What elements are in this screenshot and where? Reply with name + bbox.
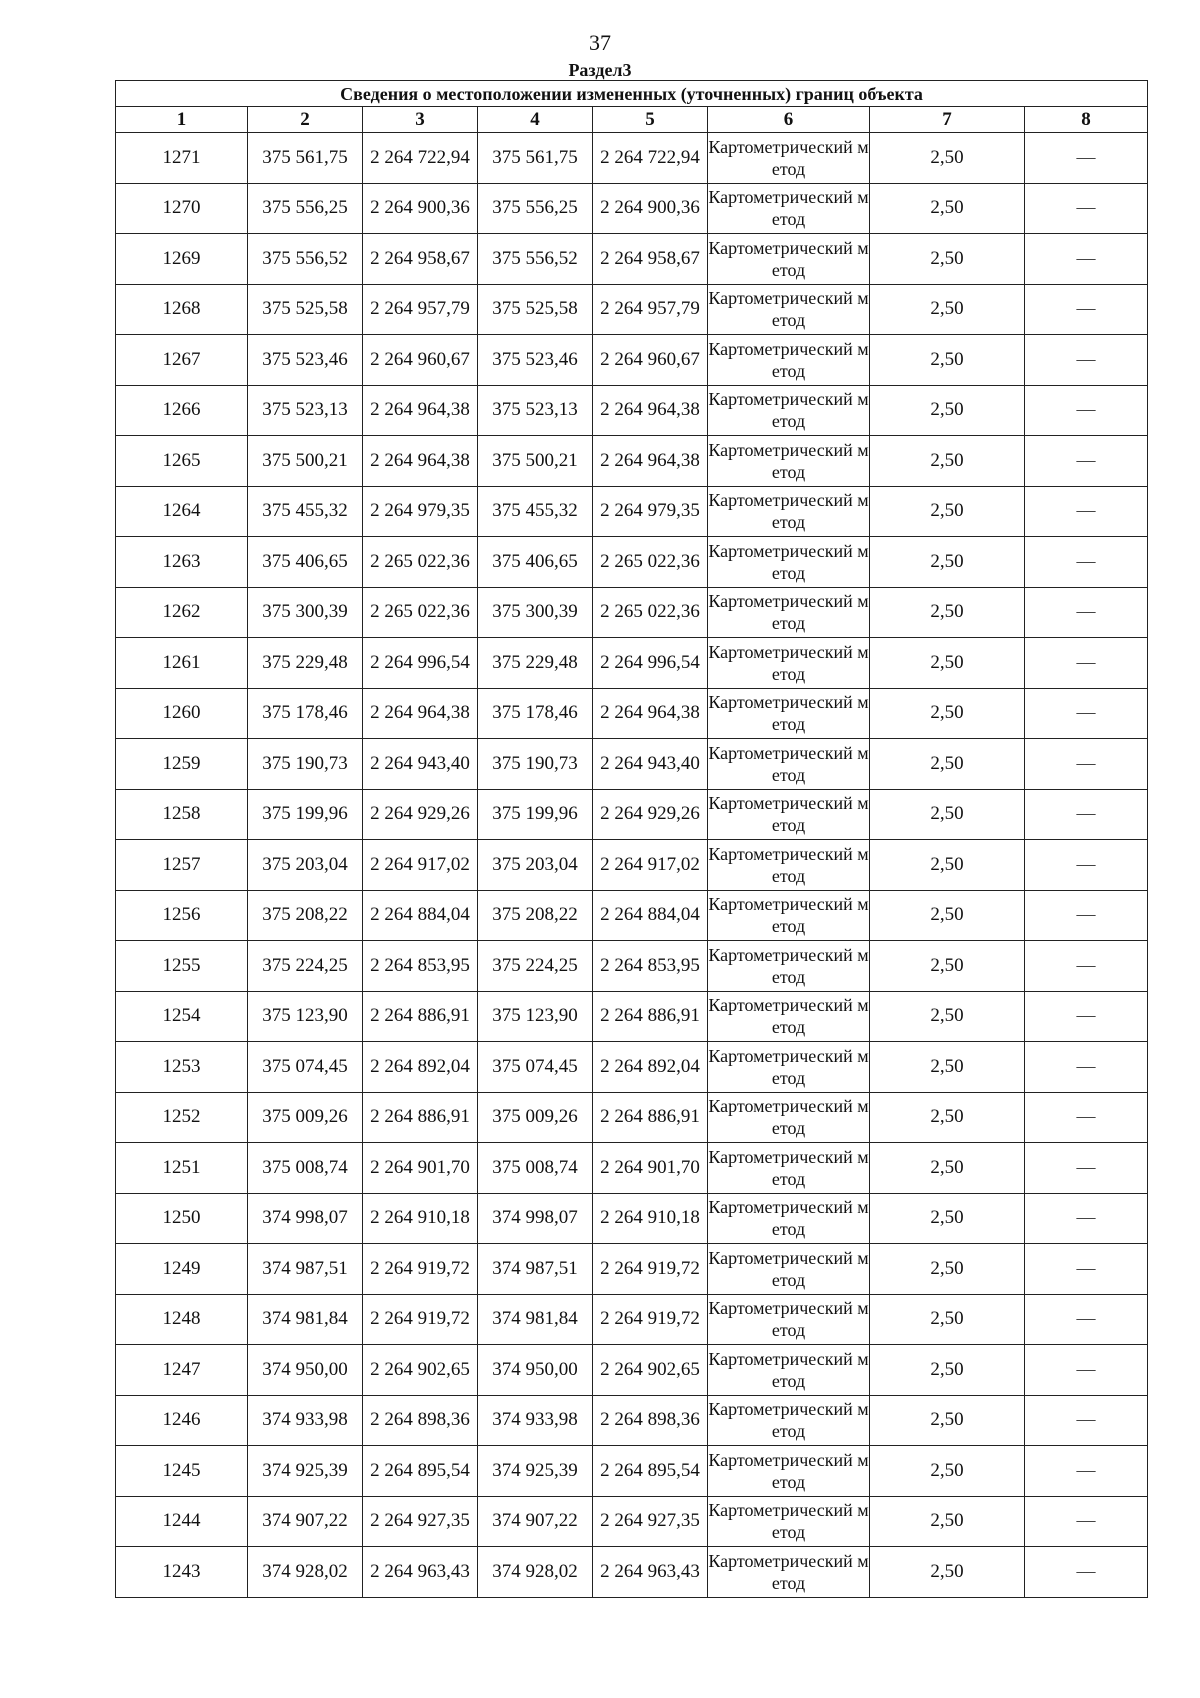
point-number-cell: 1271 xyxy=(116,133,248,184)
existing-y-cell: 2 264 963,43 xyxy=(363,1547,478,1598)
new-y-cell: 2 264 892,04 xyxy=(593,1042,708,1093)
description-cell: — xyxy=(1025,436,1148,487)
existing-y-cell: 2 264 958,67 xyxy=(363,234,478,285)
new-y-cell: 2 264 919,72 xyxy=(593,1244,708,1295)
new-y-cell: 2 264 722,94 xyxy=(593,133,708,184)
table-row xyxy=(116,234,1148,285)
new-y-cell: 2 264 919,72 xyxy=(593,1294,708,1345)
new-x-cell: 374 907,22 xyxy=(478,1496,593,1547)
existing-x-cell: 375 224,25 xyxy=(248,941,363,992)
accuracy-cell: 2,50 xyxy=(870,739,1025,790)
existing-x-cell: 375 199,96 xyxy=(248,789,363,840)
new-y-cell: 2 264 927,35 xyxy=(593,1496,708,1547)
table-row xyxy=(116,385,1148,436)
point-number-cell: 1265 xyxy=(116,436,248,487)
existing-x-cell: 375 455,32 xyxy=(248,486,363,537)
description-cell: — xyxy=(1025,890,1148,941)
new-x-cell: 375 199,96 xyxy=(478,789,593,840)
point-number-cell: 1263 xyxy=(116,537,248,588)
description-cell: — xyxy=(1025,789,1148,840)
new-y-cell: 2 264 979,35 xyxy=(593,486,708,537)
point-number-cell: 1243 xyxy=(116,1547,248,1598)
accuracy-cell: 2,50 xyxy=(870,941,1025,992)
new-y-cell: 2 264 958,67 xyxy=(593,234,708,285)
existing-x-cell: 374 907,22 xyxy=(248,1496,363,1547)
existing-x-cell: 375 203,04 xyxy=(248,840,363,891)
description-cell: — xyxy=(1025,991,1148,1042)
existing-x-cell: 375 300,39 xyxy=(248,587,363,638)
accuracy-cell: 2,50 xyxy=(870,234,1025,285)
new-x-cell: 375 556,25 xyxy=(478,183,593,234)
existing-y-cell: 2 264 853,95 xyxy=(363,941,478,992)
table-row xyxy=(116,537,1148,588)
column-number-2: 2 xyxy=(248,107,363,133)
description-cell: — xyxy=(1025,1446,1148,1497)
description-cell: — xyxy=(1025,133,1148,184)
determination-method-cell: Картометрический метод xyxy=(708,688,870,739)
table-row xyxy=(116,183,1148,234)
existing-x-cell: 374 981,84 xyxy=(248,1294,363,1345)
new-y-cell: 2 264 929,26 xyxy=(593,789,708,840)
existing-x-cell: 375 556,25 xyxy=(248,183,363,234)
point-number-cell: 1245 xyxy=(116,1446,248,1497)
description-cell: — xyxy=(1025,688,1148,739)
table-row xyxy=(116,688,1148,739)
existing-y-cell: 2 265 022,36 xyxy=(363,587,478,638)
existing-x-cell: 375 561,75 xyxy=(248,133,363,184)
existing-y-cell: 2 264 979,35 xyxy=(363,486,478,537)
point-number-cell: 1244 xyxy=(116,1496,248,1547)
existing-x-cell: 375 009,26 xyxy=(248,1092,363,1143)
description-cell: — xyxy=(1025,1092,1148,1143)
point-number-cell: 1254 xyxy=(116,991,248,1042)
existing-x-cell: 374 928,02 xyxy=(248,1547,363,1598)
determination-method-cell: Картометрический метод xyxy=(708,133,870,184)
existing-y-cell: 2 264 919,72 xyxy=(363,1244,478,1295)
new-y-cell: 2 264 884,04 xyxy=(593,890,708,941)
existing-y-cell: 2 264 943,40 xyxy=(363,739,478,790)
existing-y-cell: 2 264 884,04 xyxy=(363,890,478,941)
table-row xyxy=(116,1446,1148,1497)
table-row xyxy=(116,789,1148,840)
table-row xyxy=(116,1092,1148,1143)
point-number-cell: 1270 xyxy=(116,183,248,234)
point-number-cell: 1264 xyxy=(116,486,248,537)
existing-y-cell: 2 264 964,38 xyxy=(363,385,478,436)
point-number-cell: 1260 xyxy=(116,688,248,739)
existing-y-cell: 2 264 964,38 xyxy=(363,688,478,739)
existing-y-cell: 2 264 957,79 xyxy=(363,284,478,335)
table-row xyxy=(116,941,1148,992)
column-number-3: 3 xyxy=(363,107,478,133)
accuracy-cell: 2,50 xyxy=(870,587,1025,638)
table-row xyxy=(116,1143,1148,1194)
determination-method-cell: Картометрический метод xyxy=(708,941,870,992)
point-number-cell: 1249 xyxy=(116,1244,248,1295)
determination-method-cell: Картометрический метод xyxy=(708,587,870,638)
column-number-1: 1 xyxy=(116,107,248,133)
table-body xyxy=(116,133,1148,1598)
new-x-cell: 375 556,52 xyxy=(478,234,593,285)
new-x-cell: 375 300,39 xyxy=(478,587,593,638)
determination-method-cell: Картометрический метод xyxy=(708,1294,870,1345)
accuracy-cell: 2,50 xyxy=(870,133,1025,184)
existing-y-cell: 2 264 892,04 xyxy=(363,1042,478,1093)
accuracy-cell: 2,50 xyxy=(870,1496,1025,1547)
new-x-cell: 374 950,00 xyxy=(478,1345,593,1396)
existing-y-cell: 2 264 886,91 xyxy=(363,1092,478,1143)
accuracy-cell: 2,50 xyxy=(870,1446,1025,1497)
column-number-5: 5 xyxy=(593,107,708,133)
existing-x-cell: 374 998,07 xyxy=(248,1193,363,1244)
determination-method-cell: Картометрический метод xyxy=(708,991,870,1042)
determination-method-cell: Картометрический метод xyxy=(708,335,870,386)
point-number-cell: 1261 xyxy=(116,638,248,689)
new-x-cell: 375 178,46 xyxy=(478,688,593,739)
description-cell: — xyxy=(1025,234,1148,285)
description-cell: — xyxy=(1025,941,1148,992)
existing-y-cell: 2 264 895,54 xyxy=(363,1446,478,1497)
existing-x-cell: 374 950,00 xyxy=(248,1345,363,1396)
table-caption: Сведения о местоположении измененных (уточненных) границ объекта xyxy=(116,81,1148,107)
existing-y-cell: 2 264 996,54 xyxy=(363,638,478,689)
existing-x-cell: 375 406,65 xyxy=(248,537,363,588)
accuracy-cell: 2,50 xyxy=(870,688,1025,739)
table-row xyxy=(116,638,1148,689)
point-number-cell: 1255 xyxy=(116,941,248,992)
new-x-cell: 375 190,73 xyxy=(478,739,593,790)
existing-y-cell: 2 264 929,26 xyxy=(363,789,478,840)
new-y-cell: 2 264 853,95 xyxy=(593,941,708,992)
new-y-cell: 2 264 886,91 xyxy=(593,1092,708,1143)
determination-method-cell: Картометрический метод xyxy=(708,638,870,689)
new-x-cell: 375 009,26 xyxy=(478,1092,593,1143)
column-number-8: 8 xyxy=(1025,107,1148,133)
description-cell: — xyxy=(1025,1042,1148,1093)
accuracy-cell: 2,50 xyxy=(870,284,1025,335)
point-number-cell: 1268 xyxy=(116,284,248,335)
existing-y-cell: 2 264 900,36 xyxy=(363,183,478,234)
determination-method-cell: Картометрический метод xyxy=(708,1143,870,1194)
existing-y-cell: 2 265 022,36 xyxy=(363,537,478,588)
accuracy-cell: 2,50 xyxy=(870,890,1025,941)
accuracy-cell: 2,50 xyxy=(870,638,1025,689)
existing-y-cell: 2 264 960,67 xyxy=(363,335,478,386)
new-y-cell: 2 265 022,36 xyxy=(593,587,708,638)
new-x-cell: 375 455,32 xyxy=(478,486,593,537)
determination-method-cell: Картометрический метод xyxy=(708,840,870,891)
column-number-row xyxy=(116,107,1148,133)
table-row xyxy=(116,1042,1148,1093)
table-row xyxy=(116,739,1148,790)
existing-y-cell: 2 264 919,72 xyxy=(363,1294,478,1345)
new-y-cell: 2 264 898,36 xyxy=(593,1395,708,1446)
accuracy-cell: 2,50 xyxy=(870,1345,1025,1396)
description-cell: — xyxy=(1025,1395,1148,1446)
description-cell: — xyxy=(1025,1244,1148,1295)
determination-method-cell: Картометрический метод xyxy=(708,739,870,790)
determination-method-cell: Картометрический метод xyxy=(708,1395,870,1446)
description-cell: — xyxy=(1025,739,1148,790)
existing-x-cell: 374 987,51 xyxy=(248,1244,363,1295)
accuracy-cell: 2,50 xyxy=(870,385,1025,436)
table-row xyxy=(116,486,1148,537)
description-cell: — xyxy=(1025,486,1148,537)
determination-method-cell: Картометрический метод xyxy=(708,183,870,234)
existing-x-cell: 375 008,74 xyxy=(248,1143,363,1194)
page-number: 37 xyxy=(589,30,611,55)
accuracy-cell: 2,50 xyxy=(870,183,1025,234)
description-cell: — xyxy=(1025,284,1148,335)
table-row xyxy=(116,284,1148,335)
existing-x-cell: 374 925,39 xyxy=(248,1446,363,1497)
new-x-cell: 374 928,02 xyxy=(478,1547,593,1598)
determination-method-cell: Картометрический метод xyxy=(708,1244,870,1295)
existing-y-cell: 2 264 917,02 xyxy=(363,840,478,891)
description-cell: — xyxy=(1025,183,1148,234)
description-cell: — xyxy=(1025,537,1148,588)
description-cell: — xyxy=(1025,385,1148,436)
determination-method-cell: Картометрический метод xyxy=(708,1496,870,1547)
column-number-6: 6 xyxy=(708,107,870,133)
existing-x-cell: 375 523,46 xyxy=(248,335,363,386)
new-x-cell: 374 981,84 xyxy=(478,1294,593,1345)
table-row xyxy=(116,991,1148,1042)
table-row xyxy=(116,335,1148,386)
existing-x-cell: 375 229,48 xyxy=(248,638,363,689)
point-number-cell: 1251 xyxy=(116,1143,248,1194)
description-cell: — xyxy=(1025,1294,1148,1345)
accuracy-cell: 2,50 xyxy=(870,1547,1025,1598)
new-x-cell: 375 224,25 xyxy=(478,941,593,992)
accuracy-cell: 2,50 xyxy=(870,991,1025,1042)
column-number-7: 7 xyxy=(870,107,1025,133)
new-y-cell: 2 264 917,02 xyxy=(593,840,708,891)
new-y-cell: 2 264 902,65 xyxy=(593,1345,708,1396)
determination-method-cell: Картометрический метод xyxy=(708,1042,870,1093)
determination-method-cell: Картометрический метод xyxy=(708,234,870,285)
accuracy-cell: 2,50 xyxy=(870,436,1025,487)
existing-y-cell: 2 264 901,70 xyxy=(363,1143,478,1194)
point-number-cell: 1267 xyxy=(116,335,248,386)
determination-method-cell: Картометрический метод xyxy=(708,789,870,840)
existing-y-cell: 2 264 722,94 xyxy=(363,133,478,184)
table-row xyxy=(116,1395,1148,1446)
determination-method-cell: Картометрический метод xyxy=(708,284,870,335)
table-row xyxy=(116,133,1148,184)
new-y-cell: 2 264 910,18 xyxy=(593,1193,708,1244)
description-cell: — xyxy=(1025,1193,1148,1244)
description-cell: — xyxy=(1025,1345,1148,1396)
existing-x-cell: 375 208,22 xyxy=(248,890,363,941)
point-number-cell: 1252 xyxy=(116,1092,248,1143)
determination-method-cell: Картометрический метод xyxy=(708,537,870,588)
new-y-cell: 2 265 022,36 xyxy=(593,537,708,588)
new-y-cell: 2 264 964,38 xyxy=(593,688,708,739)
accuracy-cell: 2,50 xyxy=(870,1042,1025,1093)
new-x-cell: 375 406,65 xyxy=(478,537,593,588)
new-x-cell: 375 500,21 xyxy=(478,436,593,487)
determination-method-cell: Картометрический метод xyxy=(708,436,870,487)
determination-method-cell: Картометрический метод xyxy=(708,385,870,436)
accuracy-cell: 2,50 xyxy=(870,1395,1025,1446)
point-number-cell: 1247 xyxy=(116,1345,248,1396)
description-cell: — xyxy=(1025,1547,1148,1598)
new-y-cell: 2 264 957,79 xyxy=(593,284,708,335)
table-row xyxy=(116,1244,1148,1295)
new-x-cell: 374 998,07 xyxy=(478,1193,593,1244)
new-x-cell: 375 229,48 xyxy=(478,638,593,689)
new-x-cell: 374 987,51 xyxy=(478,1244,593,1295)
description-cell: — xyxy=(1025,638,1148,689)
table-row xyxy=(116,1496,1148,1547)
existing-x-cell: 375 525,58 xyxy=(248,284,363,335)
accuracy-cell: 2,50 xyxy=(870,537,1025,588)
table-row xyxy=(116,1547,1148,1598)
new-x-cell: 375 008,74 xyxy=(478,1143,593,1194)
existing-x-cell: 375 178,46 xyxy=(248,688,363,739)
point-number-cell: 1266 xyxy=(116,385,248,436)
point-number-cell: 1262 xyxy=(116,587,248,638)
accuracy-cell: 2,50 xyxy=(870,1193,1025,1244)
new-y-cell: 2 264 895,54 xyxy=(593,1446,708,1497)
existing-y-cell: 2 264 886,91 xyxy=(363,991,478,1042)
description-cell: — xyxy=(1025,335,1148,386)
point-number-cell: 1259 xyxy=(116,739,248,790)
description-cell: — xyxy=(1025,1496,1148,1547)
determination-method-cell: Картометрический метод xyxy=(708,1547,870,1598)
new-x-cell: 375 208,22 xyxy=(478,890,593,941)
accuracy-cell: 2,50 xyxy=(870,335,1025,386)
existing-x-cell: 375 074,45 xyxy=(248,1042,363,1093)
existing-x-cell: 375 523,13 xyxy=(248,385,363,436)
table-row xyxy=(116,1294,1148,1345)
accuracy-cell: 2,50 xyxy=(870,486,1025,537)
description-cell: — xyxy=(1025,1143,1148,1194)
new-x-cell: 375 523,13 xyxy=(478,385,593,436)
table-row xyxy=(116,1345,1148,1396)
boundary-coordinates-table xyxy=(115,80,1148,1598)
table-row xyxy=(116,1193,1148,1244)
new-x-cell: 375 523,46 xyxy=(478,335,593,386)
caption-row xyxy=(116,81,1148,107)
point-number-cell: 1256 xyxy=(116,890,248,941)
existing-y-cell: 2 264 902,65 xyxy=(363,1345,478,1396)
existing-x-cell: 375 556,52 xyxy=(248,234,363,285)
table-row xyxy=(116,890,1148,941)
accuracy-cell: 2,50 xyxy=(870,1294,1025,1345)
new-x-cell: 374 925,39 xyxy=(478,1446,593,1497)
existing-x-cell: 375 500,21 xyxy=(248,436,363,487)
determination-method-cell: Картометрический метод xyxy=(708,1092,870,1143)
accuracy-cell: 2,50 xyxy=(870,840,1025,891)
point-number-cell: 1269 xyxy=(116,234,248,285)
accuracy-cell: 2,50 xyxy=(870,1092,1025,1143)
accuracy-cell: 2,50 xyxy=(870,789,1025,840)
description-cell: — xyxy=(1025,840,1148,891)
table-row xyxy=(116,840,1148,891)
new-x-cell: 375 074,45 xyxy=(478,1042,593,1093)
point-number-cell: 1257 xyxy=(116,840,248,891)
determination-method-cell: Картометрический метод xyxy=(708,890,870,941)
new-x-cell: 375 525,58 xyxy=(478,284,593,335)
section-title: Раздел3 xyxy=(568,60,632,80)
determination-method-cell: Картометрический метод xyxy=(708,486,870,537)
new-y-cell: 2 264 943,40 xyxy=(593,739,708,790)
new-y-cell: 2 264 964,38 xyxy=(593,436,708,487)
accuracy-cell: 2,50 xyxy=(870,1244,1025,1295)
new-y-cell: 2 264 963,43 xyxy=(593,1547,708,1598)
existing-y-cell: 2 264 927,35 xyxy=(363,1496,478,1547)
new-y-cell: 2 264 964,38 xyxy=(593,385,708,436)
description-cell: — xyxy=(1025,587,1148,638)
existing-x-cell: 375 190,73 xyxy=(248,739,363,790)
new-x-cell: 374 933,98 xyxy=(478,1395,593,1446)
new-x-cell: 375 203,04 xyxy=(478,840,593,891)
determination-method-cell: Картометрический метод xyxy=(708,1345,870,1396)
accuracy-cell: 2,50 xyxy=(870,1143,1025,1194)
new-y-cell: 2 264 960,67 xyxy=(593,335,708,386)
existing-y-cell: 2 264 910,18 xyxy=(363,1193,478,1244)
table-row xyxy=(116,436,1148,487)
existing-y-cell: 2 264 898,36 xyxy=(363,1395,478,1446)
point-number-cell: 1246 xyxy=(116,1395,248,1446)
existing-x-cell: 375 123,90 xyxy=(248,991,363,1042)
new-y-cell: 2 264 901,70 xyxy=(593,1143,708,1194)
new-y-cell: 2 264 886,91 xyxy=(593,991,708,1042)
point-number-cell: 1253 xyxy=(116,1042,248,1093)
new-y-cell: 2 264 900,36 xyxy=(593,183,708,234)
existing-x-cell: 374 933,98 xyxy=(248,1395,363,1446)
point-number-cell: 1250 xyxy=(116,1193,248,1244)
new-x-cell: 375 561,75 xyxy=(478,133,593,184)
point-number-cell: 1248 xyxy=(116,1294,248,1345)
new-y-cell: 2 264 996,54 xyxy=(593,638,708,689)
determination-method-cell: Картометрический метод xyxy=(708,1446,870,1497)
table-row xyxy=(116,587,1148,638)
determination-method-cell: Картометрический метод xyxy=(708,1193,870,1244)
point-number-cell: 1258 xyxy=(116,789,248,840)
new-x-cell: 375 123,90 xyxy=(478,991,593,1042)
column-number-4: 4 xyxy=(478,107,593,133)
existing-y-cell: 2 264 964,38 xyxy=(363,436,478,487)
